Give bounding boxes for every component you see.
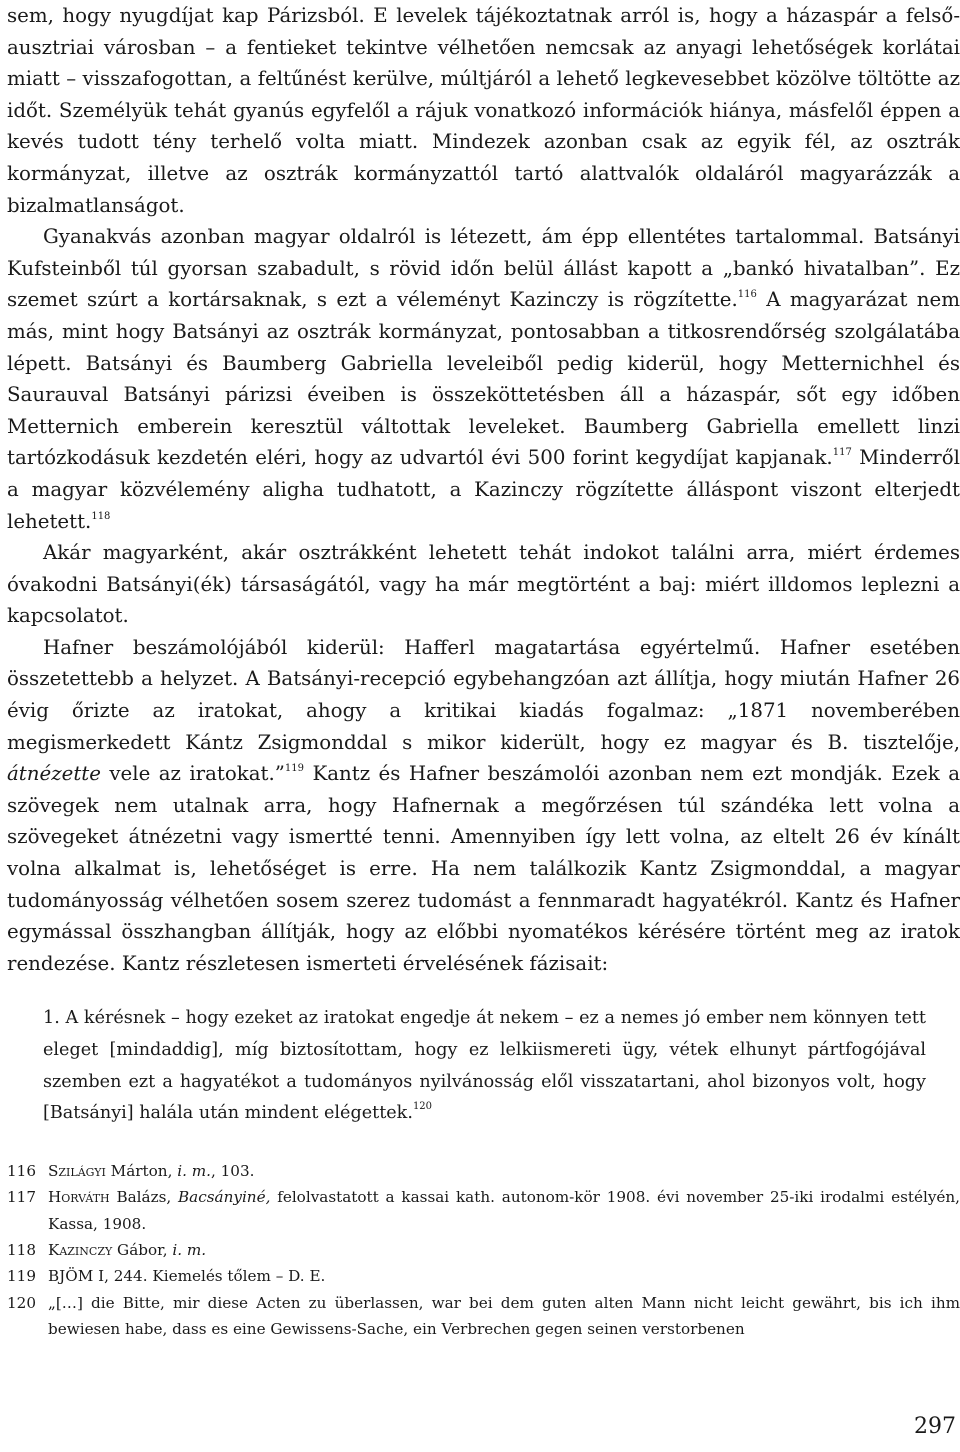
document-page xyxy=(7,0,960,1343)
quote-paragraph xyxy=(43,1003,926,1129)
paragraph xyxy=(7,632,960,980)
text-run: Gábor, xyxy=(112,1241,173,1259)
paragraph xyxy=(7,221,960,537)
text-run: „[…] die Bitte, mir diese Acten zu überlassen, war bei dem guten alten Mann nicht leicht gewährt, bis ich ihm bewiesen habe, dass es eine Gewissens-Sache, ein Verbrechen gegen seinen verstorbenen xyxy=(48,1293,960,1339)
footnote-number: 118 xyxy=(7,1241,36,1259)
footnote-reference: 117 xyxy=(832,447,852,459)
footnote-number: 116 xyxy=(7,1161,36,1180)
footnote-text xyxy=(48,1158,960,1184)
author-name: Kazinczy xyxy=(48,1241,113,1259)
text-run: Hafner beszámolójából kiderül: Hafferl magatartása egyértelmű. Hafner esetében összetettebb a helyzet. A Batsányi-recepció egybehangzóan azt állítja, hogy miután Hafner 26 évig őrizte az iratokat, ahogy a kritikai kiadás fogalmaz: „1871 novemberében megismerkedett Kántz Zsigmonddal s mikor kiderült, hogy ez magyar és B. tisztelője, xyxy=(7,635,960,754)
author-name: Szilágyi xyxy=(48,1161,106,1180)
italic-text: átnézette xyxy=(7,762,101,786)
footnote-number: 119 xyxy=(7,1267,36,1286)
footnote xyxy=(7,1237,960,1263)
footnote-number: 120 xyxy=(7,1293,36,1312)
footnote-text xyxy=(48,1237,960,1263)
footnote-reference: 118 xyxy=(91,510,111,522)
text-run: 1. A kérésnek – hogy ezeket az iratokat engedje át nekem – ez a nemes jó ember nem könnyen tett eleget [mindaddig], míg biztosítottam, hogy ez lelkiismereti ügy, vétek elhunyt pártfogójával szemben ezt a hagyatékot a tudományos nyilvánosság elől visszatartani, ahol bizonyos volt, hogy [Batsányi] halála után mindent elégettek. xyxy=(43,1008,926,1124)
footnote-text xyxy=(48,1184,960,1237)
footnote xyxy=(7,1290,960,1343)
footnote-number: 117 xyxy=(7,1188,36,1207)
text-run: Balázs, xyxy=(109,1188,179,1207)
text-run: vele az iratokat.” xyxy=(100,762,285,786)
footnote-reference: 116 xyxy=(737,289,757,301)
page-number: 297 xyxy=(914,1414,956,1439)
text-run: Akár magyarként, akár osztrákként lehetett tehát indokot találni arra, miért érdemes óvakodni Batsányi(ék) társaságától, vagy ha már megtörtént a baj: miért illdomos leplezni a kapcsolatot. xyxy=(7,541,960,628)
footnote-text xyxy=(48,1263,960,1289)
footnote xyxy=(7,1263,960,1289)
italic-text: i. m. xyxy=(172,1241,207,1259)
text-run: Kantz és Hafner beszámolói azonban nem ezt mondják. Ezek a szövegek nem utalnak arra, hogy Hafnernak a megőrzésen túl szándéka lett volna a szövegeket átnézetni vagy ismertté tenni. Amennyiben így lett volna, az eltelt 26 év kínált volna alkalmat is, lehetőséget is erre. Ha nem találkozik Kantz Zsigmonddal, a magyar tudományosság vélhetően sosem szerez tudomást a fennmaradt hagyatékról. Kantz és Hafner egymással összhangban állítják, hogy az előbbi nyomatékos kérésére történt meg az iratok rendezése. Kantz részletesen ismerteti érvelésének fázisait: xyxy=(7,762,960,975)
body-text xyxy=(7,0,960,979)
footnotes xyxy=(7,1158,960,1343)
text-run: , 103. xyxy=(210,1161,255,1180)
text-run: A magyarázat nem más, mint hogy Batsányi az osztrák kormányzat, pontosabban a titkosrendőrség szolgálatába lépett. Batsányi és Baumberg Gabriella leveleiből pedig kiderül, hogy Metternichhel és Saurauval Batsányi párizsi éveiben is összeköttetésben áll a házaspár, sőt egy időben Metternich emberein keresztül váltottak leveleket. Baumberg Gabriella emellett linzi tartózkodásuk kezdetén eléri, hogy az udvartól évi 500 forint kegydíjat kapjanak. xyxy=(7,288,960,470)
text-run: sem, hogy nyugdíjat kap Párizsból. E levelek tájékoztatnak arról is, hogy a házaspár a felső-ausztriai városban – a fentieket tekintve vélhetően nemcsak az anyagi lehetőségek korlátai miatt – visszafogottan, a feltűnést kerülve, múltjáról a lehető legkevesebbet közölve töltötte az időt. Személyük tehát gyanús egyfelől a rájuk vonatkozó információk hiánya, másfelől éppen a kevés tudott tény terhelő volta miatt. Mindezek azonban csak az egyik fél, az osztrák kormányzat, illetve az osztrák kormányzattól tartó alattvalók oldaláról magyarázzák a bizalmatlanságot. xyxy=(7,4,960,217)
paragraph xyxy=(7,0,960,221)
block-quote xyxy=(43,1003,926,1129)
author-name: Horváth xyxy=(48,1188,110,1207)
text-run: Márton, xyxy=(105,1161,178,1180)
footnote-reference: 120 xyxy=(412,1101,433,1113)
italic-text: Bacsányiné, xyxy=(178,1188,271,1207)
footnote xyxy=(7,1158,960,1184)
text-run: felolvastatott a kassai kath. autonom-kör 1908. évi november 25-iki irodalmi estélyén, Kassa, 1908. xyxy=(48,1188,960,1233)
text-run: BJÖM I, 244. Kiemelés tőlem – D. E. xyxy=(48,1267,326,1286)
footnote xyxy=(7,1184,960,1237)
italic-text: i. m. xyxy=(177,1161,211,1180)
text-run: Minderről a magyar közvélemény aligha tudhatott, a Kazinczy rögzítette álláspont viszont elterjedt lehetett. xyxy=(7,446,960,533)
text-run: Gyanakvás azonban magyar oldalról is létezett, ám épp ellentétes tartalommal. Batsányi Kufsteinből túl gyorsan szabadult, s rövid időn belül állást kapott a „bankó hivatalban”. Ez szemet szúrt a kortársaknak, s ezt a véleményt Kazinczy is rögzítette. xyxy=(7,225,960,312)
paragraph xyxy=(7,537,960,632)
footnote-reference: 119 xyxy=(284,763,305,775)
footnote-text xyxy=(48,1290,960,1343)
